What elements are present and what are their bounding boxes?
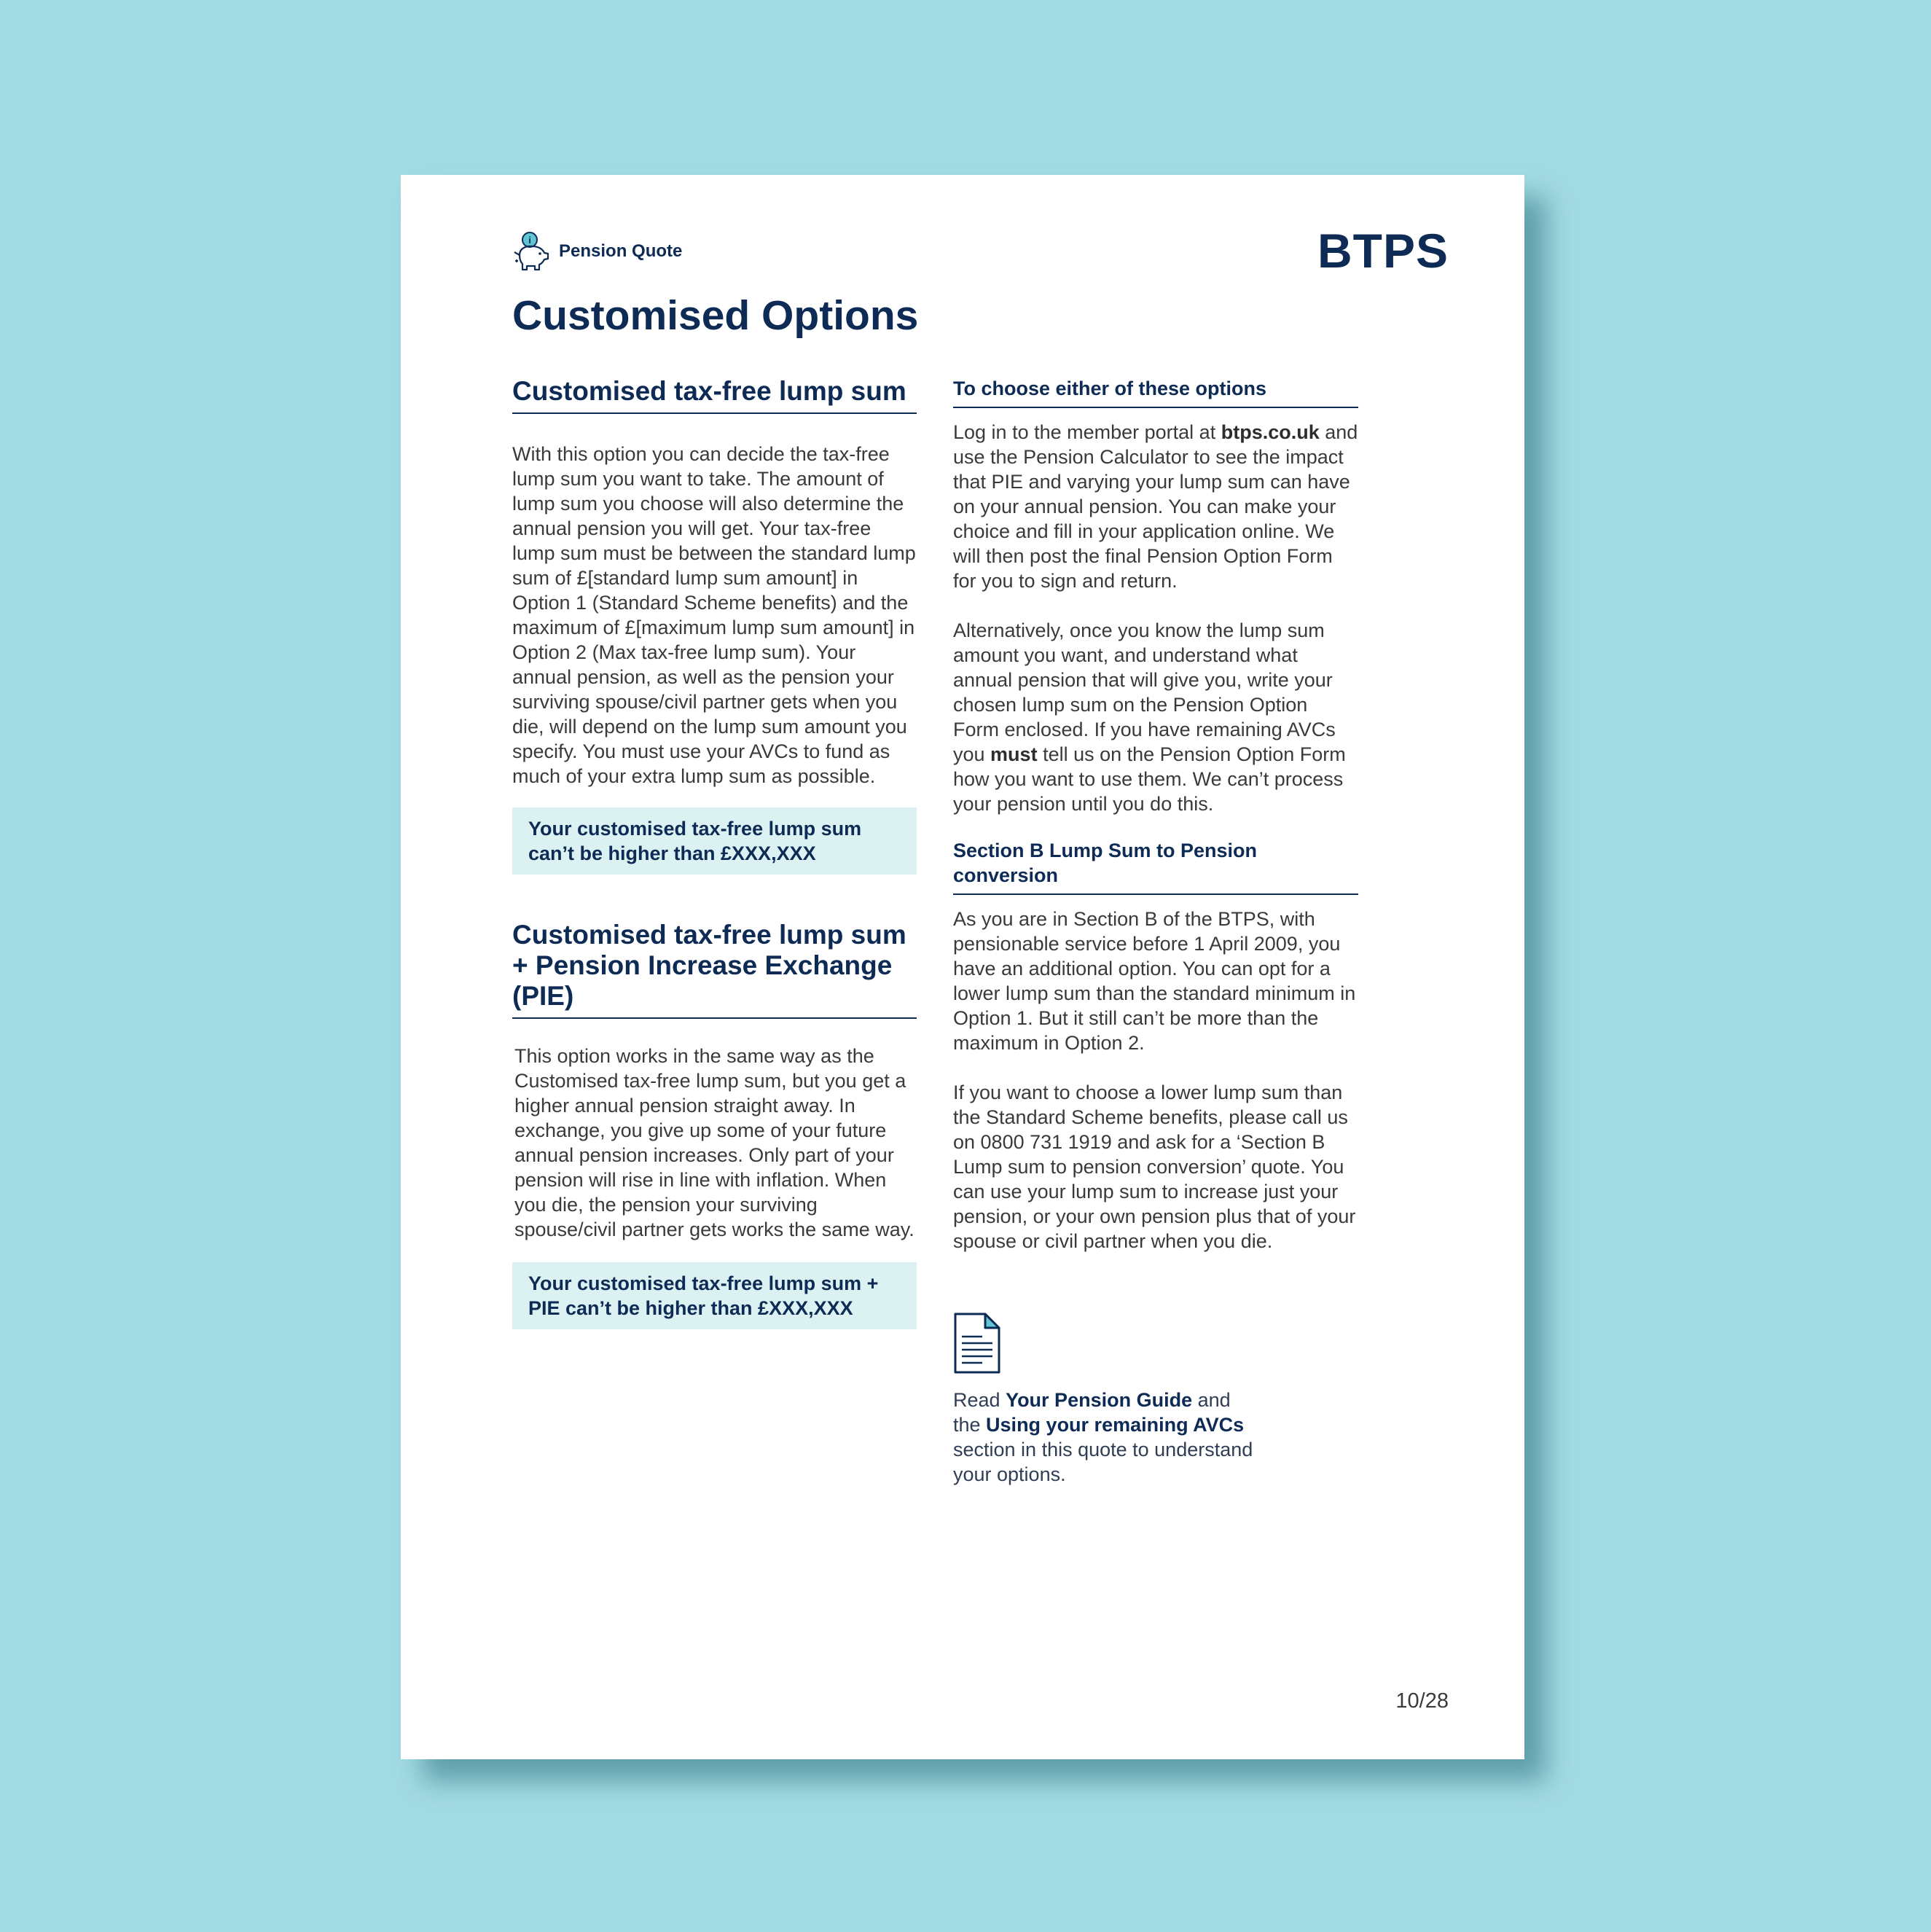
customised-lump-sum-pie-heading: Customised tax-free lump sum + Pension Increase Exchange (PIE) <box>512 920 917 1019</box>
section-b-heading: Section B Lump Sum to Pension conversion <box>953 838 1358 895</box>
lump-sum-pie-limit-callout: Your customised tax-free lump sum + PIE can’t be higher than £XXX,XXX <box>512 1262 917 1329</box>
right-column <box>953 376 1358 1487</box>
choose-options-heading: To choose either of these options <box>953 376 1358 408</box>
document-page <box>401 175 1524 1759</box>
svg-text:i: i <box>528 235 531 246</box>
document-icon <box>953 1312 1358 1374</box>
lump-sum-limit-callout: Your customised tax-free lump sum can’t be higher than £XXX,XXX <box>512 807 917 875</box>
left-column <box>512 376 917 1329</box>
page-title: Customised Options <box>512 292 919 339</box>
pension-guide-note: Read Your Pension Guide and the Using your remaining AVCs section in this quote to understand your options. <box>953 1389 1253 1485</box>
btps-logo: BTPS <box>1317 224 1449 278</box>
choose-options-paragraph-1: Log in to the member portal at btps.co.uk and use the Pension Calculator to see the impact that PIE and varying your lump sum can have on your annual pension. You can make your choice and fill in your application online. We will then post the final Pension Option Form for you to sign and return. <box>953 421 1358 592</box>
pension-quote-label: Pension Quote <box>559 241 683 261</box>
choose-options-paragraph-2: Alternatively, once you know the lump sum amount you want, and understand what annual pension that will give you, write your chosen lump sum on the Pension Option Form enclosed. If you have remaining AVCs you must tell us on the Pension Option Form how you want to use them. We can’t process your pension until you do this. <box>953 619 1346 815</box>
section-b-paragraph-2: If you want to choose a lower lump sum than the Standard Scheme benefits, please call us on 0800 731 1919 and ask for a ‘Section B Lump sum to pension conversion’ quote. You can use your lump sum to increase just your pension, or your own pension plus that of your spouse or civil partner when you die. <box>953 1082 1356 1252</box>
section-b-paragraph-1: As you are in Section B of the BTPS, with pensionable service before 1 April 2009, you have an additional option. You can opt for a lower lump sum than the standard minimum in Option 1. But it still can’t be more than the maximum in Option 2. <box>953 908 1356 1054</box>
btps-website-link[interactable]: btps.co.uk <box>1221 421 1320 443</box>
customised-lump-sum-heading: Customised tax-free lump sum <box>512 376 917 414</box>
piggy-bank-icon <box>512 232 550 271</box>
customised-lump-sum-pie-body: This option works in the same way as the Customised tax-free lump sum, but you get a higher annual pension straight away. In exchange, you give up some of your future annual pension increases. Only part of your pension will rise in line with inflation. When you die, the pension your surviving spouse/civil partner gets works the same way. <box>514 1045 914 1240</box>
customised-lump-sum-body: With this option you can decide the tax-free lump sum you want to take. The amount of lump sum you choose will also determine the annual pension you will get. Your tax-free lump sum must be between the standard lump sum of £[standard lump sum amount] in Option 1 (Standard Scheme benefits) and the maximum of £[maximum lump sum amount] in Option 2 (Max tax-free lump sum). Your annual pension, as well as the pension your surviving spouse/civil partner gets when you die, will depend on the lump sum amount you specify. You must use your AVCs to fund as much of your extra lump sum as possible. <box>512 443 916 787</box>
page-number: 10/28 <box>1395 1689 1449 1713</box>
pension-quote-tag <box>512 232 682 271</box>
